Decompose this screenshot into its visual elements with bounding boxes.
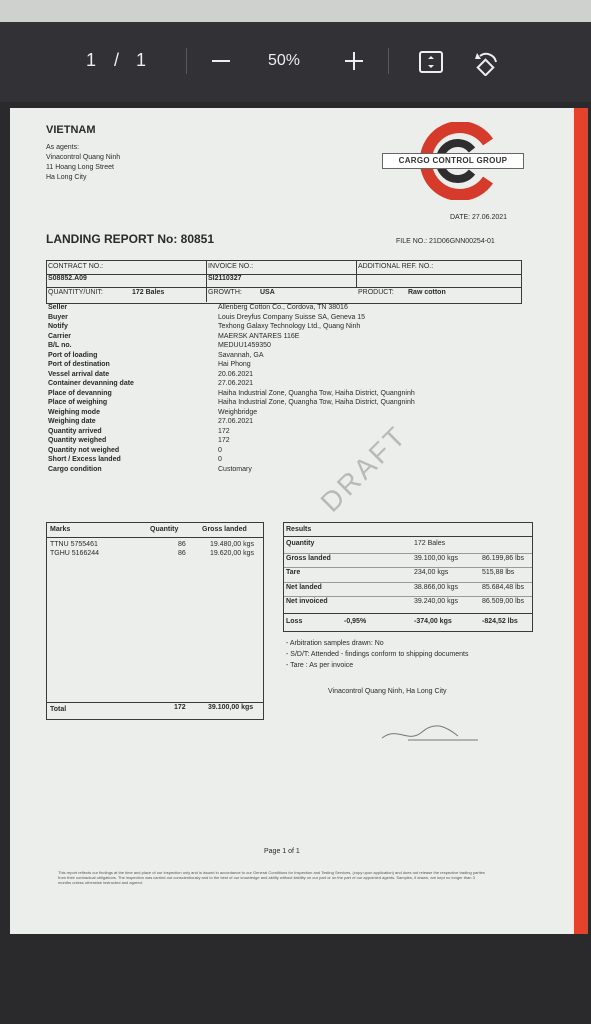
detail-label: Quantity arrived — [48, 427, 102, 435]
results-row-label: Net landed — [286, 583, 322, 591]
results-row-lbs: 515,88 lbs — [482, 569, 515, 576]
results-row-kgs: 234,00 kgs — [414, 569, 449, 576]
detail-value: Allenberg Cotton Co., Cordova, TN 38016 — [218, 304, 348, 311]
toolbar-divider — [388, 48, 389, 74]
divider — [284, 536, 532, 537]
loss-percent: -0,95% — [344, 618, 367, 625]
loss-label: Loss — [286, 618, 303, 625]
agent-line: 11 Hoang Long Street — [46, 164, 114, 171]
loss-lbs: -824,52 lbs — [482, 618, 518, 625]
divider — [206, 260, 207, 302]
divider — [47, 537, 263, 538]
marks-total-qty: 172 — [174, 704, 186, 711]
marks-quantity-header: Quantity — [150, 526, 179, 533]
detail-label: Container devanning date — [48, 380, 134, 387]
results-header: Results — [286, 526, 312, 533]
detail-value: Haiha Industrial Zone, Quangha Tow, Haiha District, Quangninh — [218, 399, 415, 406]
results-row-lbs: 86.509,00 lbs — [482, 598, 525, 605]
results-row-divider — [284, 553, 532, 554]
results-row-label: Gross landed — [286, 554, 331, 562]
document-page — [10, 108, 588, 934]
detail-value: Haiha Industrial Zone, Quangha Tow, Haiha District, Quangninh — [218, 389, 415, 397]
results-row-divider — [284, 582, 532, 583]
page-current[interactable]: 1 — [86, 50, 97, 70]
detail-label: Vessel arrival date — [48, 370, 110, 378]
marks-row-gross: 19.480,00 kgs — [210, 541, 254, 548]
signature — [378, 720, 488, 748]
report-date: DATE: 27.06.2021 — [450, 214, 508, 221]
detail-label: Weighing date — [48, 418, 96, 425]
marks-row-gross: 19.620,00 kgs — [210, 550, 254, 557]
marks-total-label: Total — [50, 706, 67, 713]
zoom-level[interactable]: 50% — [268, 52, 301, 69]
divider — [356, 260, 357, 288]
toolbar-divider — [186, 48, 187, 74]
additional-ref-label: ADDITIONAL REF. NO.: — [358, 263, 434, 270]
marks-row-qty: 86 — [178, 541, 186, 548]
results-row-divider — [284, 596, 532, 597]
divider — [47, 287, 521, 288]
country-heading: VIETNAM — [46, 124, 96, 136]
detail-value: Savannah, GA — [218, 351, 264, 359]
draft-watermark: DRAFT — [314, 419, 414, 518]
detail-value: Weighbridge — [218, 408, 258, 416]
results-row-kgs: 39.100,00 kgs — [414, 554, 458, 562]
detail-label: Seller — [48, 304, 68, 311]
detail-label: B/L no. — [48, 342, 72, 349]
detail-value: Customary — [218, 465, 252, 473]
detail-value: 20.06.2021 — [218, 370, 254, 378]
reference-box — [46, 260, 522, 304]
loss-kgs: -374,00 kgs — [414, 618, 452, 625]
results-row-kgs: 38.866,00 kgs — [414, 583, 458, 591]
contract-label: CONTRACT NO.: — [48, 263, 104, 270]
detail-label: Weighing mode — [48, 408, 100, 416]
zoom-out-icon[interactable] — [210, 51, 232, 76]
marks-row-mark: TGHU 5166244 — [50, 550, 100, 557]
file-number: FILE NO.: 21D06GNN00254-01 — [396, 238, 495, 245]
signatory: Vinacontrol Quang Ninh, Ha Long City — [328, 688, 447, 695]
detail-value: 27.06.2021 — [218, 418, 254, 425]
detail-value: 172 — [218, 437, 230, 444]
results-row-label: Quantity — [286, 540, 315, 547]
window-top-strip — [0, 0, 591, 22]
growth-label: GROWTH: — [208, 289, 242, 296]
marks-total-gross: 39.100,00 kgs — [208, 704, 254, 711]
results-table — [283, 522, 533, 632]
detail-label: Notify — [48, 323, 68, 330]
detail-value: Texhong Galaxy Technology Ltd., Quang Ninh — [218, 323, 361, 330]
pdf-toolbar — [0, 22, 591, 102]
invoice-label: INVOICE NO.: — [208, 263, 254, 270]
detail-value: 172 — [218, 427, 230, 435]
marks-row-mark: TTNU 5755461 — [50, 541, 98, 548]
agent-line: Ha Long City — [46, 174, 87, 181]
results-row-label: Tare — [286, 569, 301, 576]
page-total: 1 — [136, 50, 147, 70]
page-separator: / — [114, 50, 120, 70]
page-red-edge — [574, 108, 588, 934]
divider — [47, 702, 263, 703]
marks-header: Marks — [50, 526, 71, 533]
detail-value: MEDUU1459350 — [218, 342, 271, 349]
detail-label: Quantity weighed — [48, 437, 107, 444]
company-logo-text: CARGO CONTROL GROUP — [382, 153, 524, 169]
detail-value: Louis Dreyfus Company Suisse SA, Geneva 15 — [218, 313, 366, 321]
results-row-label: Net invoiced — [286, 598, 328, 605]
note-item: - Arbitration samples drawn: No — [286, 640, 384, 647]
divider — [284, 613, 532, 614]
results-row-kgs: 39.240,00 kgs — [414, 598, 458, 605]
results-row-lbs: 85.684,48 lbs — [482, 583, 525, 591]
invoice-value: SI2110327 — [208, 275, 242, 282]
results-row-divider — [284, 567, 532, 568]
detail-value: Hai Phong — [218, 361, 251, 368]
agent-line: As agents: — [46, 144, 80, 151]
page-number: Page 1 of 1 — [264, 848, 300, 855]
detail-label: Quantity not weighed — [48, 446, 120, 454]
results-row-kgs: 172 Bales — [414, 540, 446, 547]
marks-gross-header: Gross landed — [202, 526, 247, 533]
quantity-unit-label: QUANTITY/UNIT: — [48, 289, 103, 296]
rotate-icon[interactable] — [472, 50, 500, 81]
detail-label: Place of devanning — [48, 389, 112, 397]
quantity-unit-value: 172 Bales — [132, 289, 165, 296]
fit-to-page-icon[interactable] — [418, 50, 444, 79]
zoom-in-icon[interactable] — [343, 51, 365, 76]
product-value: Raw cotton — [408, 289, 446, 296]
detail-label: Buyer — [48, 313, 68, 321]
detail-label: Port of loading — [48, 351, 98, 359]
detail-value: 0 — [218, 446, 222, 454]
detail-value: 27.06.2021 — [218, 380, 254, 387]
detail-label: Short / Excess landed — [48, 456, 121, 463]
detail-label: Carrier — [48, 332, 71, 340]
report-title: LANDING REPORT No: 80851 — [46, 232, 215, 246]
contract-value: S08852.A09 — [48, 275, 87, 282]
detail-label: Port of destination — [48, 361, 110, 368]
divider — [47, 274, 521, 275]
detail-value: 0 — [218, 456, 222, 463]
detail-value: MAERSK ANTARES 116E — [218, 332, 300, 340]
results-row-lbs: 86.199,86 lbs — [482, 554, 525, 562]
growth-value: USA — [260, 289, 275, 296]
note-item: - S/D/T: Attended - findings conform to shipping documents — [286, 651, 469, 658]
note-item: - Tare : As per invoice — [286, 662, 354, 669]
disclaimer-text: This report reflects our findings at the time and place of our inspection only and is issued in accordance to our General Conditions for Inspection and Testing Services, (copy upon application) and does not release the respective trading parties from their contractual obligations. The inspection was carried out conscientiously and to the best of our knowledge and ability without liability on our part or on the part of our appointed agents. Samples, if drawn, are kept no longer than 3 months unless otherwise instructed and agreed. — [58, 870, 485, 885]
product-label: PRODUCT: — [358, 289, 394, 296]
detail-label: Cargo condition — [48, 465, 102, 473]
marks-row-qty: 86 — [178, 550, 186, 557]
agent-line: Vinacontrol Quang Ninh — [46, 154, 121, 161]
detail-label: Place of weighing — [48, 399, 108, 406]
